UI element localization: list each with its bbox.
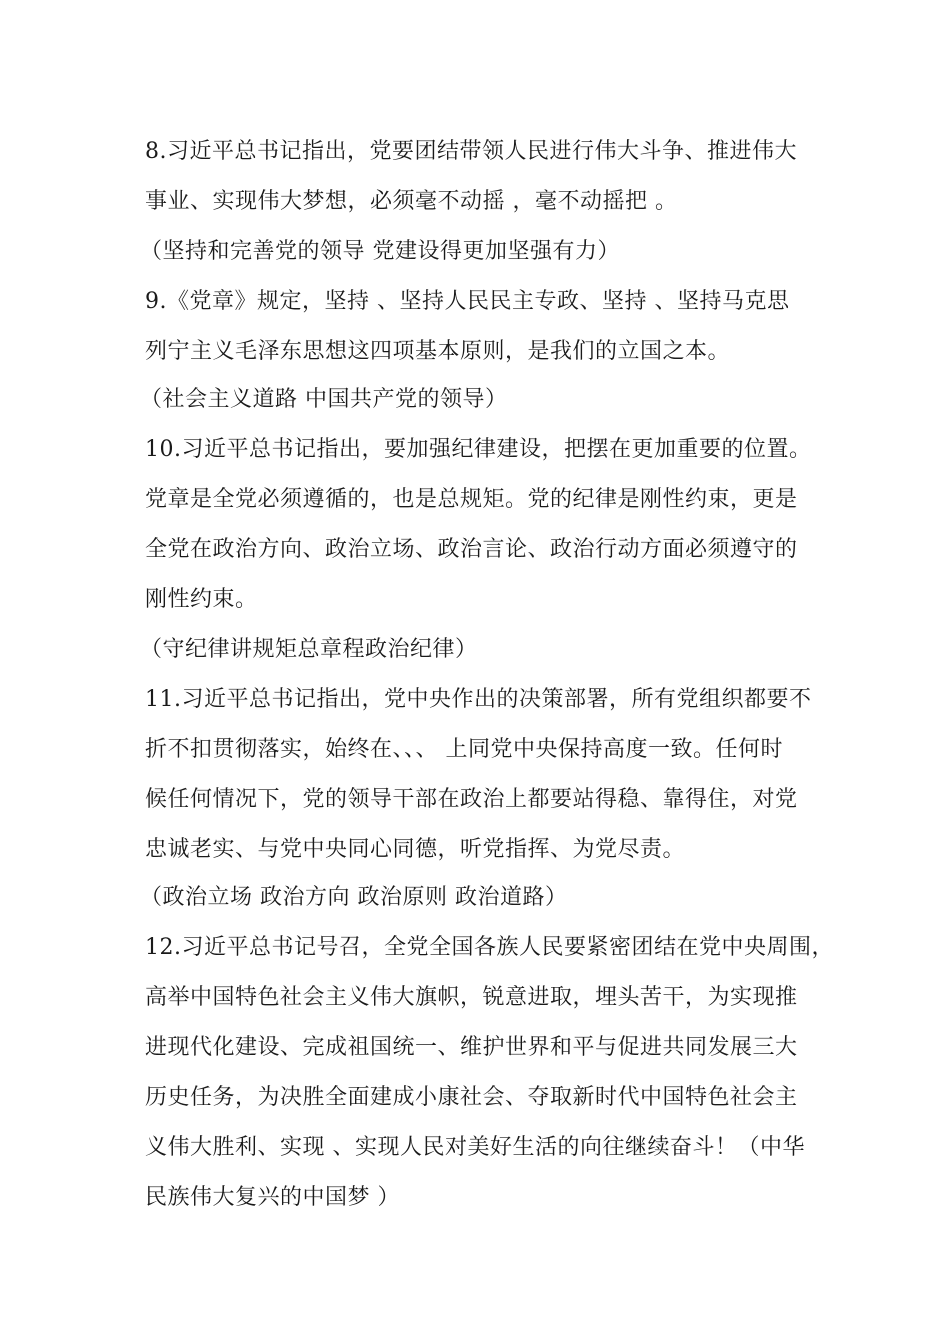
question-10-line-1: 10.习近平总书记指出，要加强纪律建设，把摆在更加重要的位置。 — [145, 437, 812, 462]
question-11-line-3: 候任何情况下，党的领导干部在政治上都要站得稳、靠得住，对党 — [145, 787, 798, 812]
answer-11: （政治立场 政治方向 政治原则 政治道路） — [140, 885, 568, 910]
question-8-line-2: 事业、实现伟大梦想，必须毫不动摇 ，毫不动摇把 。 — [145, 189, 678, 214]
question-11-line-4: 忠诚老实、与党中央同心同德，听党指挥、为党尽责。 — [145, 837, 686, 862]
question-12-line-6-answer: 民族伟大复兴的中国梦 ） — [145, 1185, 400, 1210]
question-11-line-1: 11.习近平总书记指出，党中央作出的决策部署，所有党组织都要不 — [145, 687, 812, 712]
question-12-line-1: 12.习近平总书记号召，全党全国各族人民要紧密团结在党中央周围， — [145, 935, 834, 960]
question-9-line-2: 列宁主义毛泽东思想这四项基本原则，是我们的立国之本。 — [145, 339, 731, 364]
question-10-line-3: 全党在政治方向、政治立场、政治言论、政治行动方面必须遵守的 — [145, 537, 798, 562]
question-10-line-4: 刚性约束。 — [145, 587, 258, 612]
answer-10: （守纪律讲规矩总章程政治纪律） — [140, 637, 478, 662]
question-10-line-2: 党章是全党必须遵循的，也是总规矩。党的纪律是刚性约束，更是 — [145, 487, 798, 512]
question-12-line-3: 进现代化建设、完成祖国统一、维护世界和平与促进共同发展三大 — [145, 1035, 798, 1060]
question-12-line-2: 高举中国特色社会主义伟大旗帜，锐意进取，埋头苦干，为实现推 — [145, 985, 798, 1010]
question-12-line-4: 历史任务，为决胜全面建成小康社会、夺取新时代中国特色社会主 — [145, 1085, 798, 1110]
question-8-line-1: 8.习近平总书记指出，党要团结带领人民进行伟大斗争、推进伟大 — [145, 139, 797, 164]
question-12-line-5: 义伟大胜利、实现 、实现人民对美好生活的向往继续奋斗！（中华 — [145, 1135, 805, 1160]
answer-8: （坚持和完善党的领导 党建设得更加坚强有力） — [140, 239, 620, 264]
question-11-line-2: 折不扣贯彻落实，始终在、、、 上同党中央保持高度一致。任何时 — [145, 737, 783, 762]
question-9-line-1: 9.《党章》规定，坚持 、坚持人民民主专政、坚持 、坚持马克思 — [145, 289, 790, 314]
answer-9: （社会主义道路 中国共产党的领导） — [140, 387, 508, 412]
